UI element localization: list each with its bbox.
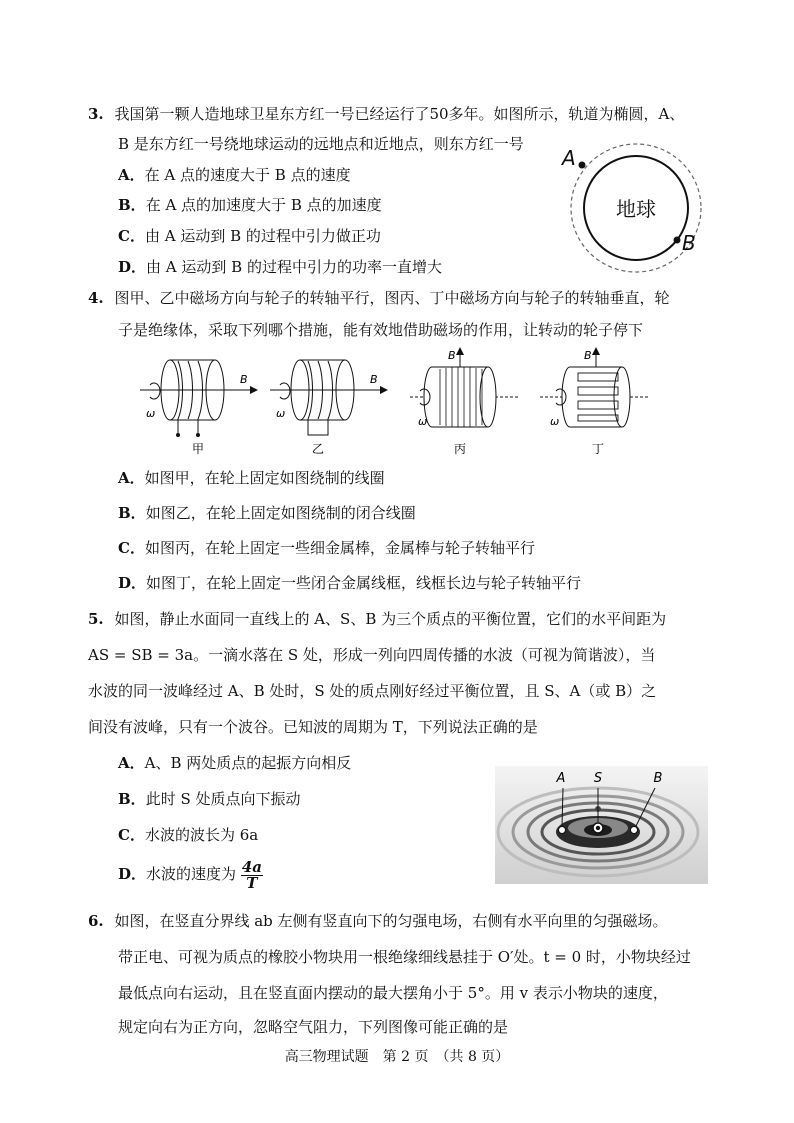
- q5-option-b: B．此时 S 处质点向下振动: [118, 790, 301, 808]
- q3-number: 3.: [88, 105, 104, 123]
- q4-number: 4.: [88, 289, 104, 307]
- q5-stem-line3: 水波的同一波峰经过 A、B 处时，S 处的质点刚好经过平衡位置，且 S、A（或 B）之: [88, 682, 657, 700]
- figure-jia: [140, 360, 258, 456]
- q4-option-a: A．如图甲，在轮上固定如图绕制的线圈: [118, 469, 385, 487]
- q5-option-c: C．水波的波长为 6a: [118, 826, 259, 844]
- wave-speed-fraction: $\frac{4a}{T}$: [241, 857, 262, 892]
- q3-option-d: D．由 A 运动到 B 的过程中引力的功率一直增大: [118, 258, 442, 276]
- q3-option-b: B．在 A 点的加速度大于 B 点的加速度: [118, 196, 382, 214]
- svg-text:ω: ω: [418, 415, 428, 428]
- wave-label-s: S: [593, 771, 603, 786]
- point-b-label: B: [682, 231, 696, 255]
- svg-text:ω: ω: [550, 415, 560, 428]
- q3-option-c: C．由 A 运动到 B 的过程中引力做正功: [118, 227, 381, 245]
- point-a-dot: [579, 162, 586, 169]
- page-footer: 高三物理试题 第 2 页 （共 8 页）: [284, 1049, 510, 1065]
- svg-text:B: B: [448, 349, 456, 362]
- caption-ding: 丁: [591, 442, 605, 456]
- q5-stem-text-1: 如图，静止水面同一直线上的 A、S、B 为三个质点的平衡位置，它们的水平间距为: [114, 610, 667, 628]
- q3-option-a: A．在 A 点的速度大于 B 点的速度: [118, 166, 351, 184]
- figure-yi: [270, 360, 388, 456]
- q6-stem-line2: 带正电、可视为质点的橡胶小物块用一根绝缘细线悬挂于 O′处。t = 0 时，小物块经过: [118, 948, 691, 966]
- q6-stem-line4: 规定向右为正方向，忽略空气阻力，下列图像可能正确的是: [118, 1018, 509, 1036]
- q5-stem-line2: AS = SB = 3a。一滴水落在 S 处，形成一列向四周传播的水波（可视为简谐波），当: [88, 646, 656, 664]
- svg-text:B: B: [240, 373, 248, 386]
- q3-stem-line2: B 是东方红一号绕地球运动的远地点和近地点，则东方红一号: [118, 135, 524, 153]
- q4-wheel-figures: [140, 345, 650, 460]
- q5-stem-line4: 间没有波峰，只有一个波谷。已知波的周期为 T，下列说法正确的是: [88, 718, 538, 736]
- q4-option-c: C．如图丙，在轮上固定一些细金属棒，金属棒与轮子转轴平行: [118, 539, 535, 557]
- q5-option-d: D．水波的速度为 $\frac{4a}{T}$: [118, 857, 262, 892]
- q4-option-b: B．如图乙，在轮上固定如图绕制的闭合线圈: [118, 504, 416, 522]
- q6-stem-line3: 最低点向右运动，且在竖直面内摆动的最大摆角小于 5°。用 v 表示小物块的速度，: [118, 984, 668, 1002]
- q4-stem-line2: 子是绝缘体，采取下列哪个措施，能有效地借助磁场的作用，让转动的轮子停下: [118, 321, 644, 339]
- q4-option-d: D．如图丁，在轮上固定一些闭合金属线框，线框长边与轮子转轴平行: [118, 574, 582, 592]
- q3-orbit-figure: [556, 140, 706, 280]
- svg-text:B: B: [370, 373, 378, 386]
- point-a-label: A: [562, 146, 576, 170]
- wave-label-b: B: [653, 771, 663, 786]
- q4-stem-text-1: 图甲、乙中磁场方向与轮子的转轴平行，图丙、丁中磁场方向与轮子的转轴垂直，轮: [114, 289, 670, 307]
- figure-ding: [540, 347, 650, 456]
- q5-water-wave-photo: [495, 766, 708, 884]
- svg-text:B: B: [584, 349, 592, 362]
- q5-number: 5.: [88, 610, 104, 628]
- earth-label: 地球: [616, 197, 656, 221]
- caption-bing: 丙: [453, 442, 467, 456]
- figure-bing: [410, 347, 520, 456]
- q6-stem-line1: [88, 911, 668, 931]
- svg-text:ω: ω: [276, 407, 286, 420]
- svg-text:ω: ω: [146, 407, 156, 420]
- q3-stem-line1: [88, 104, 684, 124]
- q5-stem-line1: [88, 609, 666, 629]
- q6-stem-text-1: 如图，在竖直分界线 ab 左侧有竖直向下的匀强电场，右侧有水平向里的匀强磁场。: [114, 912, 668, 930]
- q5-option-a: A．A、B 两处质点的起振方向相反: [118, 754, 352, 772]
- caption-yi: 乙: [311, 442, 325, 456]
- caption-jia: 甲: [191, 442, 205, 456]
- q6-number: 6.: [88, 912, 104, 930]
- q4-stem-line1: [88, 288, 669, 308]
- wave-label-a: A: [556, 771, 566, 786]
- point-b-dot: [674, 237, 681, 244]
- q3-stem-text-1: 我国第一颗人造地球卫星东方红一号已经运行了50多年。如图所示，轨道为椭圆，A、: [114, 105, 685, 123]
